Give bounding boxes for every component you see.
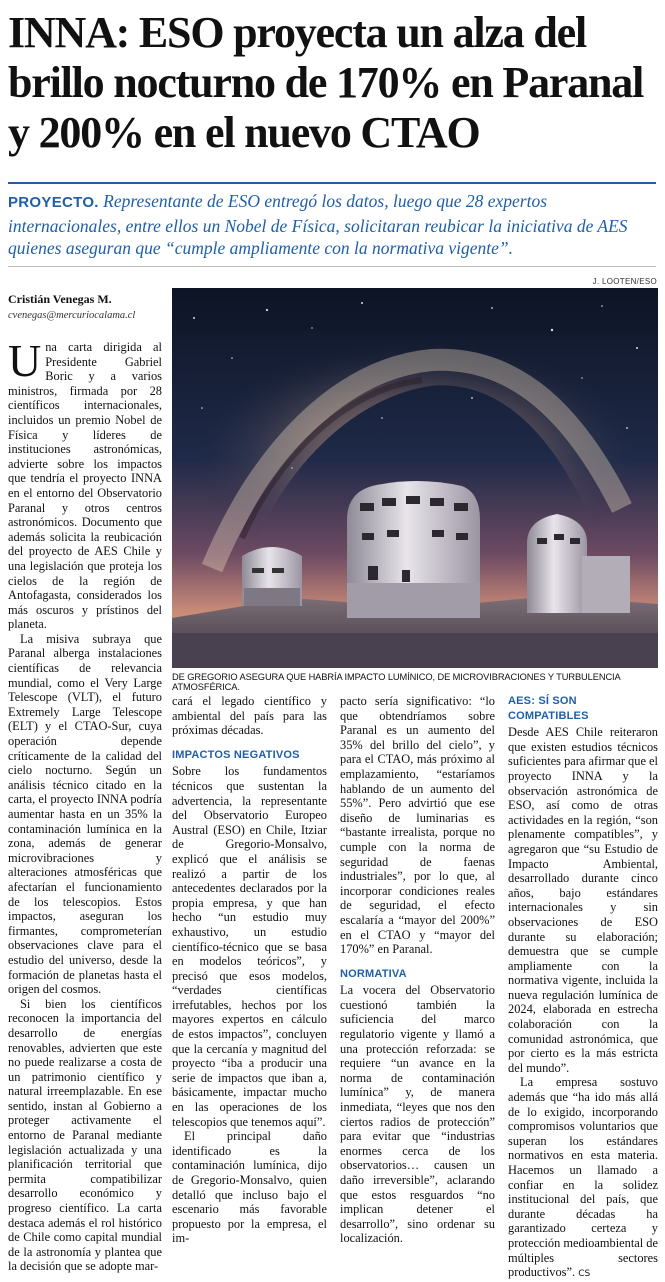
byline [8, 292, 158, 321]
headline: INNA: ESO proyecta un alza del brillo nocturno de 170% en Paranal y 200% en el nuevo CTAO [8, 8, 644, 157]
author-email: cvenegas@mercuriocalama.cl [8, 310, 136, 321]
end-mark: CS [578, 1269, 591, 1280]
subhead-aes: AES: SÍ SON COMPATIBLES [508, 695, 589, 722]
paragraph-5: Sobre los fundamentos técnicos que sustentan la advertencia, la representante del Observatorio Europeo Austral (ESO) en Chile, Itziar de Gregorio-Monsalvo, explicó que el análisis se realizó a partir de los antecedentes declarados por la propia empresa, y que han hecho “un estudio muy exhaustivo, un estudio científico-técnico que se basa en modelos teóricos”, y precisó que esos modelos, “verdades científicas irrefutables, hechos por los mayores expertos en cálculo de estos impactos”, concluyen que la cercanía y magnitud del proyecto “iba a producir una serie de impactos que iban a, básicamente, impactar mucho en las operaciones de los telescopios que tenemos aquí”. [172, 764, 327, 1129]
section-divider [8, 266, 656, 267]
observatory-photo [172, 288, 658, 668]
dropcap: U [8, 335, 42, 386]
lead-text: Representante de ESO entregó los datos, luego que 28 expertos internacionales, entre ellos un Nobel de Física, solicitaran reubicar la iniciativa de AES quienes aseguran que “cumple ampliamente con la normativa vigente”. [8, 191, 628, 258]
paranal-night-sky-image [172, 288, 658, 668]
paragraph-4: cará el legado científico y ambiental del país para las próximas décadas. [172, 694, 327, 738]
paragraph-2: La misiva subraya que Paranal alberga instalaciones científicas de relevancia mundial, como el Very Large Telescope (VLT), el futuro Extremely Large Telescope (ELT) y el CTAO-Sur, cuya operación depende críticamente de la calidad del cielo nocturno. Según un análisis técnico citado en la carta, el proyecto INNA podría aumentar hasta en un 35% la contaminación lumínica en la zona, además de generar microvibraciones y alteraciones atmosféricas que afectarían el funcionamiento de los telescopios. Estos impactos, aseguran los firmantes, comprometerían observaciones clave para el estudio del universo, desde la formación de planetas hasta el origen del cosmos. [8, 631, 162, 997]
paragraph-1: na carta dirigida al Presidente Gabriel Boric y a varios ministros, firmada por 28 científicos internacionales, incluidos un premio Nobel de Física y líderes de instituciones astronómicas, advierte sobre los impactos que tendría el proyecto INNA en el entorno del Observatorio Paranal y otros centros astronómicos. Documento que además solicita la reubicación del proyecto de AES Chile y una legislación que proteja los cielos de la región de Antofagasta, considerados los más oscuros y prístinos del planeta. [8, 340, 162, 632]
headline-rule [8, 182, 656, 184]
author-name: Cristián Venegas M. [8, 292, 112, 306]
telescope-center [347, 481, 480, 618]
column-3 [340, 694, 495, 1246]
paragraph-8: La vocera del Observatorio cuestionó también la suficiencia del marco regulatorio vigente y llamó a una protección reforzada: se requiere “un avance en la norma de contaminación lumínica” y, de manera inmediata, “leyes que nos den ciertos radios de protección” para evitar que “industrias enormes cerca de los observatorios… causen un daño irreversible”, aclarando que estos resguardos “no implican detener el desarrollo”, sino ordenar su localización. [340, 983, 495, 1246]
photo-caption: DE GREGORIO ASEGURA QUE HABRÍA IMPACTO LUMÍNICO, DE MICROVIBRACIONES Y TURBULENCIA ATMOSFÉRICA. [172, 672, 621, 692]
paragraph-9: Desde AES Chile reiteraron que existen estudios técnicos suficientes para afirmar que el proyecto INNA y la observación astronómica de ESO, así como de otras actividades en la región, “son plenamente compatibles”, y agregaron que “su Estudio de Impacto Ambiental, desarrollado durante cinco años, bajo estándares internacionales y sin observaciones de ESO durante su elaboración; demuestra que se cumple ampliamente con la normativa vigente, incluida la nueva regulación lumínica de 2024, elaborada en estrecha colaboración con la comunidad astronómica, que por cierto es la más estricta del mundo”. [508, 725, 658, 1075]
paragraph-10 [508, 1075, 658, 1281]
column-4 [508, 694, 658, 1282]
telescope-left [242, 547, 302, 606]
paragraph-6: El principal daño identificado es la contaminación lumínica, dijo de Gregorio-Monsalvo, quien detalló que incluso bajo el escenario más favorable propuesto por la empresa, el im- [172, 1129, 327, 1246]
paragraph-10-text: La empresa sostuvo además que “ha ido más allá de lo exigido, incorporando compromisos voluntarios que superan los estándares normativos en esta materia. Hacemos un llamado a confiar en la solidez institucional del país, que durante décadas ha garantizado certeza y protección medioambiental de múltiples sectores productivos”. [508, 1075, 659, 1280]
column-2 [172, 694, 327, 1246]
paragraph-7: pacto sería significativo: “lo que obtendríamos sobre Paranal es un aumento del 35% del brillo del cielo”, y para el CTAO, más próximo al emplazamiento, “estaríamos hablando de un aumento del 55%”. Pero advirtió que ese diseño de luminarias es “bastante irrealista, porque no cumple con la norma de seguridad de faenas industriales”, por lo que, al incorporar condiciones reales de seguridad, el efecto escalaría a “mayor del 200%” en el CTAO y “mayor del 170%” en Paranal. [340, 694, 495, 957]
photo-credit: J. LOOTEN/ESO [592, 277, 657, 286]
subhead-normativa: NORMATIVA [340, 967, 407, 980]
lead-kicker: PROYECTO. [8, 194, 99, 211]
subhead-impactos: IMPACTOS NEGATIVOS [172, 748, 300, 761]
column-1 [8, 335, 162, 1274]
paragraph-3: Si bien los científicos reconocen la importancia del desarrollo de energías renovables, advierten que este no puede realizarse a costa de un patrimonio científico y natural irreemplazable. En ese sentido, instan al Gobierno a proteger activamente el entorno de Paranal mediante legislación actualizada y una planificación territorial que permita compatibilizar desarrollo económico y progreso científico. La carta destaca además el rol histórico de Chile como capital mundial de la astronomía y plantea que la decisión que se adopte mar- [8, 996, 162, 1274]
lead-paragraph [8, 190, 656, 260]
